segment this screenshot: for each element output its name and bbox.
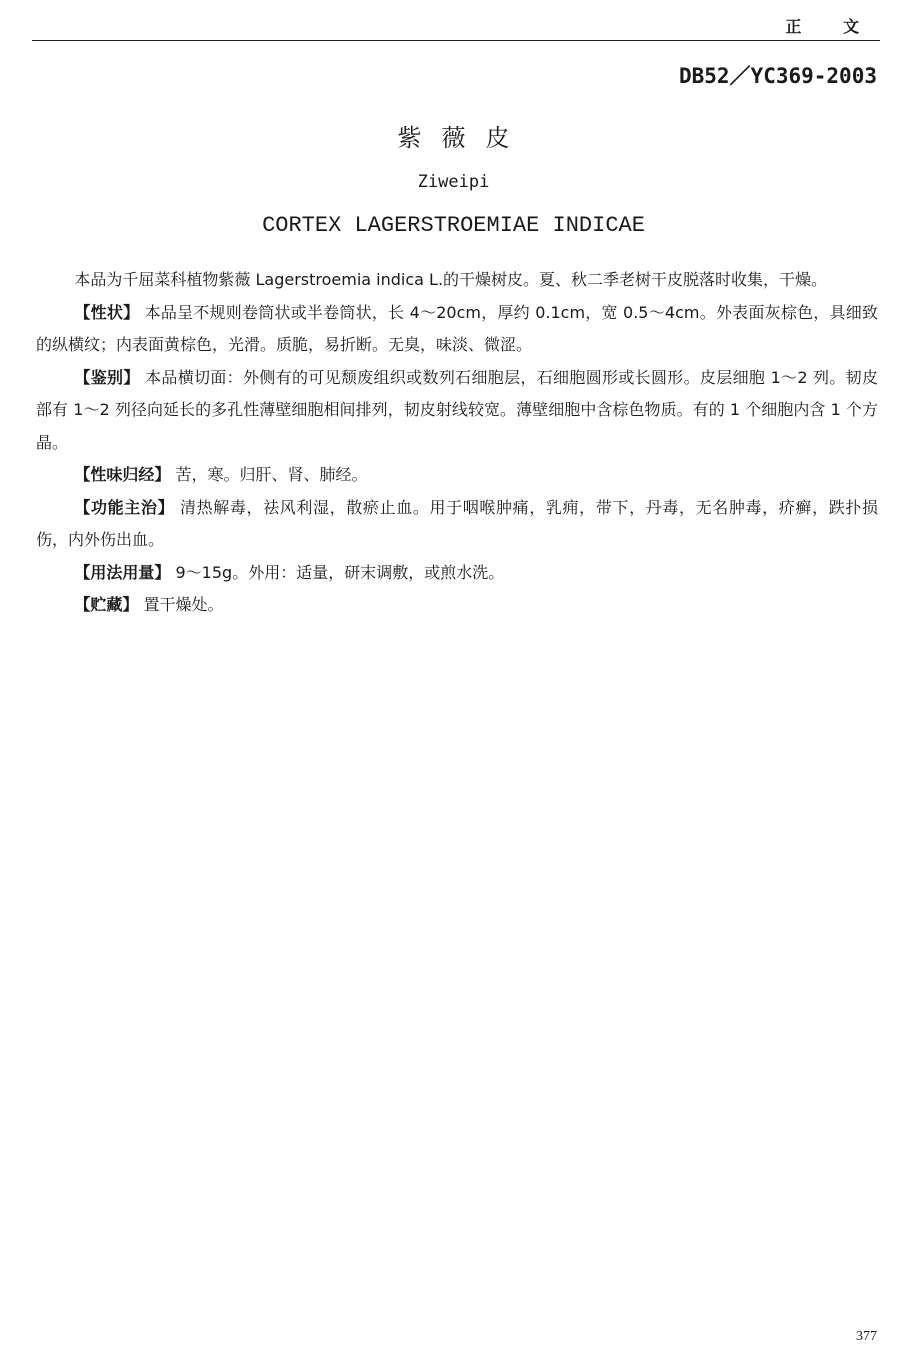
section-text: 苦，寒。归肝、肾、肺经。 <box>175 465 368 484</box>
section-heading: 【鉴别】 <box>74 367 140 387</box>
paragraph-nature-meridian <box>36 459 878 492</box>
section-heading: 【功能主治】 <box>74 497 175 517</box>
title-chinese: 紫薇皮 <box>397 124 530 152</box>
section-text: 本品为千屈菜科植物紫薇 Lagerstroemia indica L.的干燥树皮。夏、秋二季老树干皮脱落时收集，干燥。 <box>74 270 828 289</box>
standard-code: DB52／YC369-2003 <box>678 64 877 88</box>
section-heading: 【用法用量】 <box>74 562 171 582</box>
header-divider <box>32 40 880 41</box>
section-text: 9～15g。外用：适量，研末调敷，或煎水洗。 <box>175 562 505 582</box>
section-label: 正 文 <box>785 17 877 36</box>
page-number: 377 <box>856 1329 877 1344</box>
monograph-body <box>36 264 878 622</box>
section-text: 清热解毒，祛风利湿，散瘀止血。用于咽喉肿痛，乳痈，带下，丹毒，无名肿毒，疥癣，跌扑损伤，内外伤出血。 <box>36 497 878 549</box>
section-text: 本品横切面：外侧有的可见颓废组织或数列石细胞层，石细胞圆形或长圆形。皮层细胞 1～2 列。韧皮部有 1～2 列径向延长的多孔性薄壁细胞相间排列，韧皮射线较宽。薄壁细胞中含棕色物质。有的 1 个细胞内含 1 个方晶。 <box>36 367 878 452</box>
paragraph-identification <box>36 362 878 460</box>
section-text: 本品呈不规则卷筒状或半卷筒状，长 4～20cm，厚约 0.1cm，宽 0.5～4cm。外表面灰棕色，具细致的纵横纹；内表面黄棕色，光滑。质脆，易折断。无臭，味淡、微涩。 <box>36 302 878 354</box>
title-pinyin: Ziweipi <box>417 172 490 192</box>
section-heading: 【贮藏】 <box>74 595 139 614</box>
paragraph-dosage <box>36 557 878 590</box>
paragraph-storage <box>36 589 878 622</box>
section-text: 置干燥处。 <box>143 595 224 614</box>
title-latin: CORTEX LAGERSTROEMIAE INDICAE <box>262 213 645 238</box>
paragraph-functions <box>36 492 878 557</box>
section-heading: 【性味归经】 <box>74 465 171 484</box>
paragraph-description <box>36 297 878 362</box>
paragraph-source <box>36 264 878 297</box>
section-heading: 【性状】 <box>74 302 140 322</box>
